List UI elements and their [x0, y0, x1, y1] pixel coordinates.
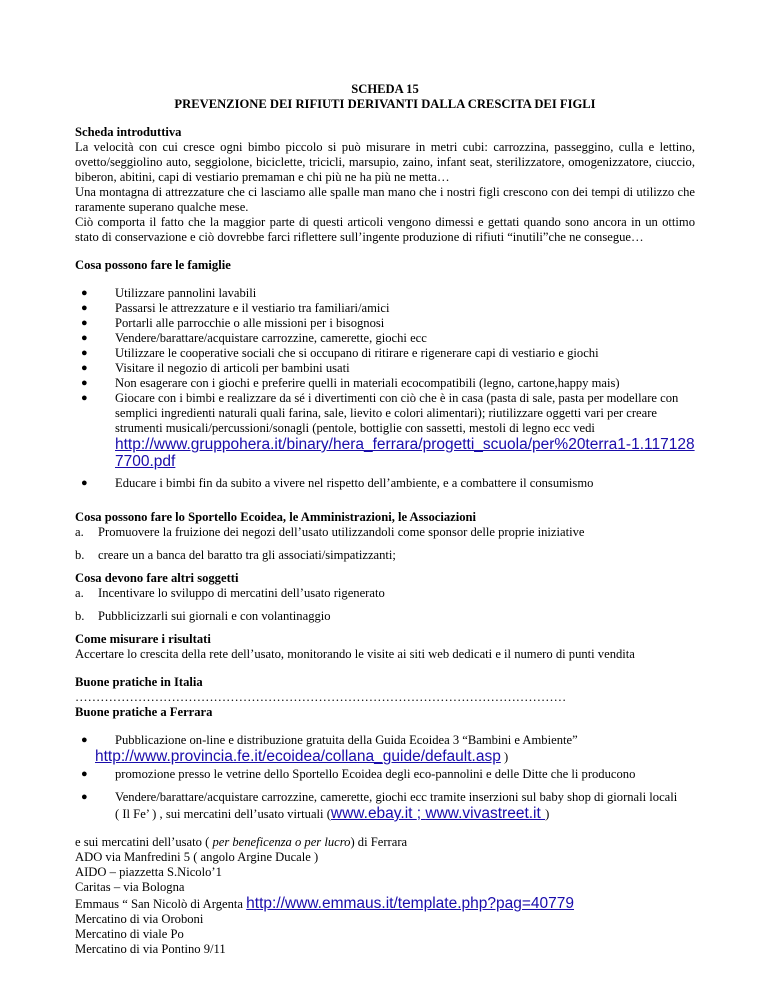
- spacer: [75, 662, 695, 675]
- ferrara-heading: Buone pratiche a Ferrara: [75, 705, 213, 719]
- spacer: [75, 112, 695, 125]
- list-item: ● Utilizzare le cooperative sociali che si occupano di ritirare e rigenerare capi di vestiario e giochi: [81, 346, 599, 360]
- hera-pdf-link[interactable]: http://www.gruppohera.it/binary/hera_ferrara/progetti_scuola/per%20terra1-1.1171287700.pdf: [115, 436, 695, 470]
- intro-paragraph-3: Ciò comporta il fatto che la maggior parte di questi articoli vengono dimessi e gettati quando sono ancora in un ottimo stato di conservazione e ciò dovrebbe farci riflettere sull’ingente produzione di rifiuti “inutili”che ne consegue…: [75, 215, 695, 244]
- mercatino-line: Mercatino di viale Po: [75, 927, 184, 941]
- altri-list: [75, 586, 695, 624]
- mercatini-intro: e sui mercatini dell’usato ( per beneficenza o per lucro) di Ferrara: [75, 835, 408, 849]
- bullet-icon: ●: [81, 477, 88, 489]
- bullet-icon: ●: [81, 791, 88, 803]
- list-item: ● Educare i bimbi fin da subito a vivere nel rispetto dell’ambiente, e a combattere il consumismo: [81, 476, 594, 490]
- list-item: ● Pubblicazione on-line e distribuzione gratuita della Guida Ecoidea 3 “Bambini e Ambiente”: [81, 733, 578, 747]
- list-item: ● Vendere/barattare/acquistare carrozzine, camerette, giochi ecc: [81, 331, 427, 345]
- intro-heading: Scheda introduttiva: [75, 125, 182, 139]
- list-item: ● Utilizzare pannolini lavabili: [81, 286, 257, 300]
- bullet-icon: ●: [81, 347, 88, 359]
- list-item: ● Portarli alle parrocchie o alle missioni per i bisognosi: [81, 316, 385, 330]
- ferrara-list-2: [75, 767, 695, 822]
- bullet-icon: ●: [81, 332, 88, 344]
- sportello-list: [75, 525, 695, 563]
- italia-dots: ………………………………………………………………………………………………………: [75, 690, 567, 704]
- emmaus-link[interactable]: http://www.emmaus.it/template.php?pag=40779: [246, 895, 575, 912]
- list-item: ● Visitare il negozio di articoli per bambini usati: [81, 361, 350, 375]
- altri-heading: Cosa devono fare altri soggetti: [75, 571, 239, 585]
- document-page: [75, 82, 695, 957]
- bullet-icon: ●: [81, 302, 88, 314]
- ebay-link[interactable]: www.ebay.it: [330, 805, 417, 822]
- risultati-heading: Come misurare i risultati: [75, 632, 211, 646]
- emmaus-line: Emmaus “ San Nicolò di Argenta http://www.emmaus.it/template.php?pag=40779: [75, 895, 575, 912]
- families-heading: Cosa possono fare le famiglie: [75, 258, 231, 272]
- sportello-heading: Cosa possono fare lo Sportello Ecoidea, le Amministrazioni, le Associazioni: [75, 510, 477, 524]
- mercatino-line: Caritas – via Bologna: [75, 880, 185, 894]
- doc-title-line1: SCHEDA 15: [351, 82, 419, 96]
- italia-heading: Buone pratiche in Italia: [75, 675, 203, 689]
- list-item: a. Promuovere la fruizione dei negozi dell’usato utilizzandoli come sponsor delle proprie iniziative: [75, 525, 585, 539]
- intro-paragraph-2: Una montagna di attrezzature che ci lasciamo alle spalle man mano che i nostri figli crescono con dei tempi di utilizzo che raramente superano qualche mese.: [75, 185, 695, 214]
- bullet-icon: ●: [81, 768, 88, 780]
- list-item: ● Vendere/barattare/acquistare carrozzine, camerette, giochi ecc tramite inserzioni sul baby shop di giornali locali ( Il Fe’ ) , sui mercatini dell’usato virtuali (www.ebay.it ; www.vivastreet.it ): [81, 790, 678, 822]
- link-separator: ;: [416, 805, 426, 822]
- intro-paragraph-1: La velocità con cui cresce ogni bimbo piccolo si può misurare in metri cubi: carrozzina, passeggino, culla e lettino, ovetto/seggiolino auto, seggiolone, biciclette, tricicli, marsupio, zaino, infant seat, sterilizzatore, omogenizzatore, ciuccio, biberon, abitini, capi di vestiario premaman e chi più ne ha più ne metta…: [75, 140, 695, 184]
- bullet-icon: ●: [81, 362, 88, 374]
- ferrara-list: [75, 733, 695, 748]
- doc-title-line2: PREVENZIONE DEI RIFIUTI DERIVANTI DALLA CRESCITA DEI FIGLI: [174, 97, 596, 111]
- bullet-icon: ●: [81, 287, 88, 299]
- list-item: ● promozione presso le vetrine dello Sportello Ecoidea degli eco-pannolini e delle Ditte che li producono: [81, 767, 636, 781]
- spacer: [75, 245, 695, 258]
- list-item: ● Giocare con i bimbi e realizzare da sé i divertimenti con ciò che è in casa (pasta di sale, pasta per modellare con semplici ingredienti naturali quali farina, sale, lievito e colori alimentari); riutilizzare oggetti vari per creare strumenti musicali/percussioni/sonagli (pentole, bottiglie con sassetti, mestoli di legno ecc vedi http://www.gruppohera.it/binary/hera_ferrara/progetti_scuola/per%20terra1-1.1171287700.pdf: [81, 391, 695, 470]
- bullet-icon: ●: [81, 392, 88, 404]
- list-item: a. Incentivare lo sviluppo di mercatini dell’usato rigenerato: [75, 586, 385, 600]
- vivastreet-link[interactable]: www.vivastreet.it: [425, 805, 546, 822]
- list-item: ● Passarsi le attrezzature e il vestiario tra familiari/amici: [81, 301, 390, 315]
- list-item: ● Non esagerare con i giochi e preferire quelli in materiali ecocompatibili (legno, cartone,happy mais): [81, 376, 620, 390]
- bullet-icon: ●: [81, 377, 88, 389]
- families-list: [75, 286, 695, 491]
- bullet-icon: ●: [81, 734, 88, 746]
- list-item: b. Pubblicizzarli sui giornali e con volantinaggio: [75, 609, 331, 623]
- mercatino-line: ADO via Manfredini 5 ( angolo Argine Ducale ): [75, 850, 319, 864]
- spacer: [75, 563, 695, 571]
- mercatino-line: AIDO – piazzetta S.Nicolo’1: [75, 865, 222, 879]
- bullet-icon: ●: [81, 317, 88, 329]
- list-item: b. creare un a banca del baratto tra gli associati/simpatizzanti;: [75, 548, 396, 562]
- mercatino-line: Mercatino di via Oroboni: [75, 912, 204, 926]
- provincia-guide-link[interactable]: http://www.provincia.fe.it/ecoidea/collana_guide/default.asp: [95, 748, 501, 765]
- spacer: [75, 491, 695, 510]
- spacer: [75, 624, 695, 632]
- mercatino-line: Mercatino di via Pontino 9/11: [75, 942, 226, 956]
- spacer: [75, 822, 695, 835]
- risultati-text: Accertare lo crescita della rete dell’usato, monitorando le visite ai siti web dedicati e il numero di punti vendita: [75, 647, 635, 661]
- ferrara-link-line: http://www.provincia.fe.it/ecoidea/collana_guide/default.asp ): [95, 748, 509, 765]
